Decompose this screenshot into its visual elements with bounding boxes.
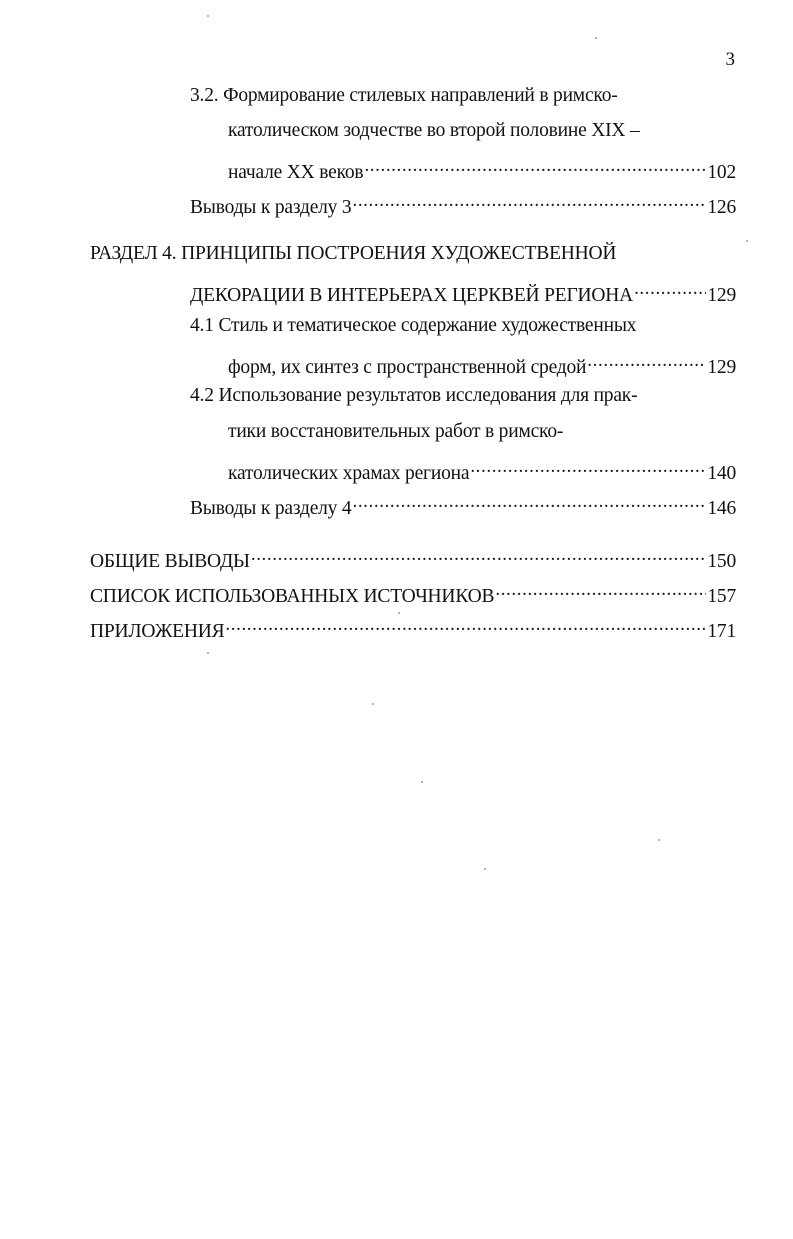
toc-entry-text: 4.1 Стиль и тематическое содержание художественных (190, 315, 637, 336)
toc-entry-appendices[interactable] (90, 613, 736, 644)
scan-speck (398, 612, 400, 614)
toc-entry-text: Выводы к разделу 3 (190, 197, 352, 218)
toc-entry-conclusions-4[interactable] (190, 490, 736, 521)
scan-speck (746, 240, 748, 242)
dot-leader (352, 189, 706, 213)
toc-entry-text: 3.2. Формирование стилевых направлений в римско- (190, 85, 618, 106)
scan-speck (421, 781, 423, 783)
toc-entry-text: начале XX веков (228, 162, 364, 183)
toc-page-number: 129 (707, 285, 736, 306)
toc-entry-text: СПИСОК ИСПОЛЬЗОВАННЫХ ИСТОЧНИКОВ (90, 586, 495, 607)
toc-entry-text: ДЕКОРАЦИИ В ИНТЕРЬЕРАХ ЦЕРКВЕЙ РЕГИОНА (190, 285, 634, 306)
toc-line-4-2-part1 (190, 384, 637, 408)
toc-entry-text: РАЗДЕЛ 4. ПРИНЦИПЫ ПОСТРОЕНИЯ ХУДОЖЕСТВЕННОЙ (90, 243, 617, 264)
toc-page-number: 129 (707, 357, 736, 378)
toc-line-3-2-part1 (190, 84, 618, 108)
scan-speck (207, 652, 209, 654)
toc-page-number: 171 (707, 621, 736, 642)
dot-leader (251, 543, 706, 567)
scan-speck (372, 703, 374, 705)
toc-entry-section-4[interactable] (190, 277, 736, 308)
toc-entry-text: ОБЩИЕ ВЫВОДЫ (90, 551, 250, 572)
dot-leader (587, 349, 706, 373)
toc-entry-3-2[interactable] (228, 154, 736, 185)
toc-entry-4-2[interactable] (228, 455, 736, 486)
toc-page-number: 157 (707, 586, 736, 607)
dot-leader (495, 578, 706, 602)
dot-leader (225, 613, 706, 637)
toc-entry-conclusions-3[interactable] (190, 189, 736, 220)
toc-line-4-1-part1 (190, 314, 636, 338)
toc-entry-text: 4.2 Использование результатов исследования для прак- (190, 385, 638, 406)
toc-entry-text: тики восстановительных работ в римско- (228, 421, 564, 442)
toc-page-number: 150 (707, 551, 736, 572)
toc-entry-text: католических храмах региона (228, 463, 470, 484)
toc-line-section-4-part1 (90, 242, 616, 266)
dot-leader (364, 154, 706, 178)
toc-entry-general-conclusions[interactable] (90, 543, 736, 574)
toc-entry-text: Выводы к разделу 4 (190, 498, 352, 519)
dot-leader (634, 277, 706, 301)
toc-page-number: 102 (707, 162, 736, 183)
scan-speck (207, 15, 209, 17)
toc-entry-4-1[interactable] (228, 349, 736, 380)
toc-page-number: 140 (707, 463, 736, 484)
dot-leader (352, 490, 706, 514)
page-number: 3 (725, 49, 735, 70)
toc-line-3-2-part2 (228, 119, 640, 143)
scan-speck (484, 868, 486, 870)
toc-entry-text: ПРИЛОЖЕНИЯ (90, 621, 225, 642)
scan-speck (658, 839, 660, 841)
toc-page-number: 126 (707, 197, 736, 218)
toc-entry-text: форм, их синтез с пространственной средой (228, 357, 587, 378)
toc-entry-text: католическом зодчестве во второй половине XIX – (228, 120, 640, 141)
toc-entry-references[interactable] (90, 578, 736, 609)
toc-page-number: 146 (707, 498, 736, 519)
toc-line-4-2-part2 (228, 420, 563, 444)
dot-leader (470, 455, 706, 479)
scan-speck (595, 37, 597, 39)
